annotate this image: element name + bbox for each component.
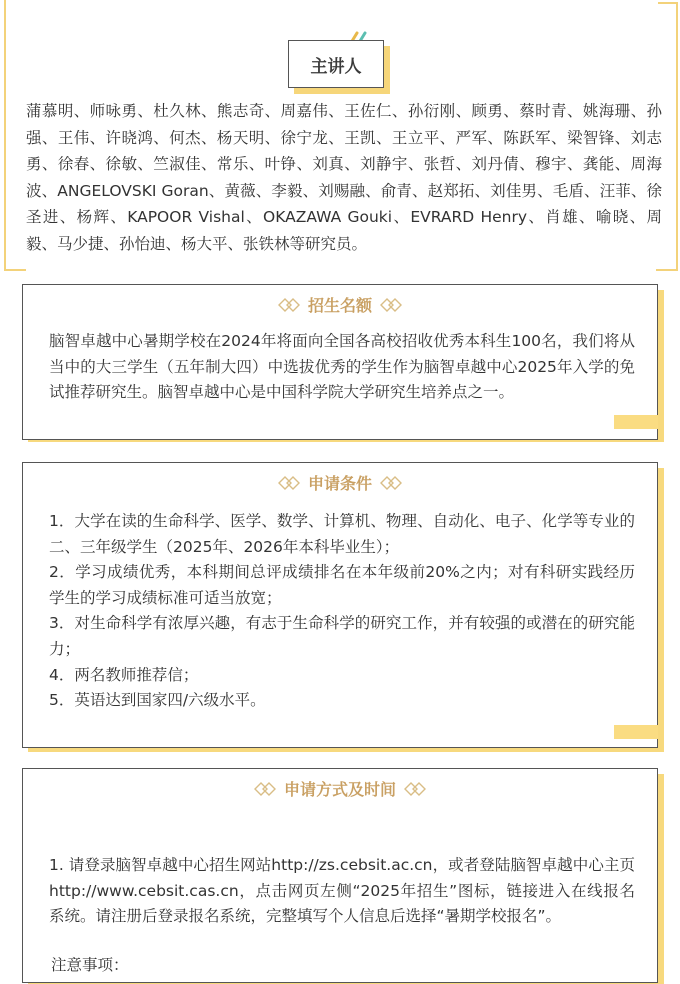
apply-heading-text: 申请方式及时间 — [283, 780, 396, 799]
conditions-heading — [23, 471, 657, 494]
conditions-accent-bar — [614, 725, 658, 739]
frame-bottom-right-line — [656, 269, 678, 271]
conditions-list — [49, 509, 635, 714]
condition-item: 1．大学在读的生命科学、医学、数学、计算机、物理、自动化、电子、化学等专业的二、三年级学生（2025年、2026年本科毕业生）； — [49, 512, 635, 556]
diamond-left-icon — [278, 476, 300, 490]
quota-heading — [23, 293, 657, 316]
diamond-right-icon — [380, 476, 402, 490]
apply-heading — [23, 777, 657, 800]
apply-notes-label: 注意事项： — [51, 956, 129, 974]
conditions-heading-text: 申请条件 — [307, 474, 372, 493]
apply-step-1: 1. 请登录脑智卓越中心招生网站http://zs.cebsit.ac.cn，或者登陆脑智卓越中心主页http://www.cebsit.cas.cn，点击网页左侧“2025年招生”图标，链接进入在线报名系统。请注册后登录报名系统，完整填写个人信息后选择“暑期学校报名”。 — [49, 856, 635, 926]
apply-card — [22, 768, 658, 983]
speakers-section — [0, 0, 680, 272]
quota-accent-bar — [614, 415, 658, 429]
diamond-right-icon — [380, 298, 402, 312]
condition-item: 2．学习成绩优秀，本科期间总评成绩排名在本年级前20%之内；对有科研实践经历学生的学习成绩标准可适当放宽； — [49, 563, 635, 607]
frame-bottom-left-line — [4, 269, 26, 271]
frame-top-right-line — [658, 2, 678, 4]
condition-item: 4．两名教师推荐信； — [49, 665, 199, 684]
speakers-title: 主讲人 — [288, 40, 384, 88]
speakers-list: 蒲慕明、师咏勇、杜久林、熊志奇、周嘉伟、王佐仁、孙衍刚、顾勇、蔡时青、姚海珊、孙强、王伟、许晓鸿、何杰、杨天明、徐宁龙、王凯、王立平、严军、陈跃军、梁智锋、刘志勇、徐春、徐敏、竺淑佳、常乐、叶铮、刘真、刘静宇、张哲、刘丹倩、穆宇、龚能、周海波、ANGELOVSKI Goran、黄薇、李毅、刘赐融、俞青、赵郑拓、刘佳男、毛盾、汪菲、徐圣进、杨辉、KAPOOR Vishal、OKAZAWA Gouki、EVRARD Henry、肖雄、喻晓、周毅、马少捷、孙怡迪、杨大平、张铁林等研究员。 — [26, 102, 662, 253]
diamond-left-icon — [254, 782, 276, 796]
frame-right-line — [676, 2, 678, 270]
diamond-left-icon — [278, 298, 300, 312]
condition-item: 5．英语达到国家四/六级水平。 — [49, 691, 266, 710]
condition-item: 3．对生命科学有浓厚兴趣，有志于生命科学的研究工作，并有较强的或潜在的研究能力； — [49, 614, 635, 658]
diamond-right-icon — [404, 782, 426, 796]
quota-body: 脑智卓越中心暑期学校在2024年将面向全国各高校招收优秀本科生100名，我们将从当中的大三学生（五年制大四）中选拔优秀的学生作为脑智卓越中心2025年入学的免试推荐研究生。脑智卓越中心是中国科学院大学研究生培养点之一。 — [49, 332, 635, 402]
conditions-card — [22, 462, 658, 748]
quota-heading-text: 招生名额 — [307, 296, 372, 315]
quota-card — [22, 284, 658, 440]
